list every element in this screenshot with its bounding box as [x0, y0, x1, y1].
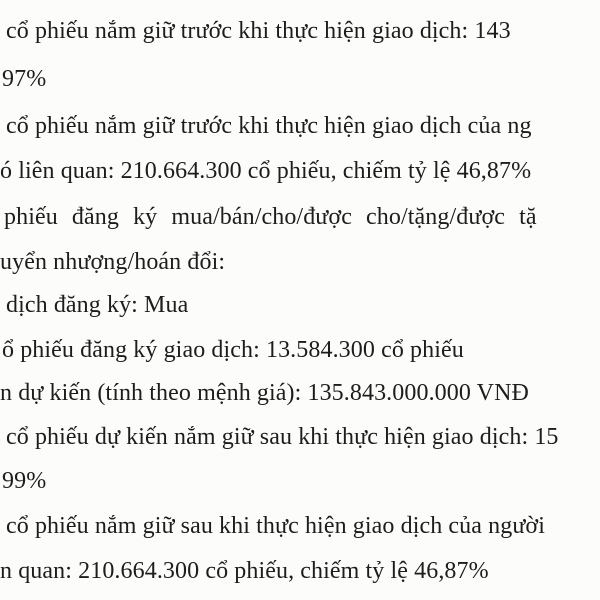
text-line: uyển nhượng/hoán đổi:	[0, 249, 226, 275]
text-line: n quan: 210.664.300 cổ phiếu, chiếm tỷ lệ 46,87%	[0, 558, 489, 584]
text-line: 99%	[2, 468, 47, 494]
text-line: n dự kiến (tính theo mệnh giá): 135.843.000.000 VNĐ	[0, 380, 529, 406]
text-line: phiếu đăng ký mua/bán/cho/được cho/tặng/được tặ	[4, 204, 537, 230]
text-line: cổ phiếu dự kiến nắm giữ sau khi thực hiện giao dịch: 15	[6, 424, 559, 450]
text-line: ó liên quan: 210.664.300 cổ phiếu, chiếm tỷ lệ 46,87%	[0, 158, 532, 184]
text-line: cổ phiếu nắm giữ sau khi thực hiện giao dịch của người	[6, 513, 545, 539]
text-line: 97%	[2, 66, 47, 92]
text-line: cổ phiếu nắm giữ trước khi thực hiện giao dịch của ng	[6, 113, 532, 139]
text-line: dịch đăng ký: Mua	[6, 292, 189, 318]
text-line: cổ phiếu nắm giữ trước khi thực hiện giao dịch: 143	[6, 18, 511, 44]
text-line: ổ phiếu đăng ký giao dịch: 13.584.300 cổ phiếu	[2, 337, 464, 363]
